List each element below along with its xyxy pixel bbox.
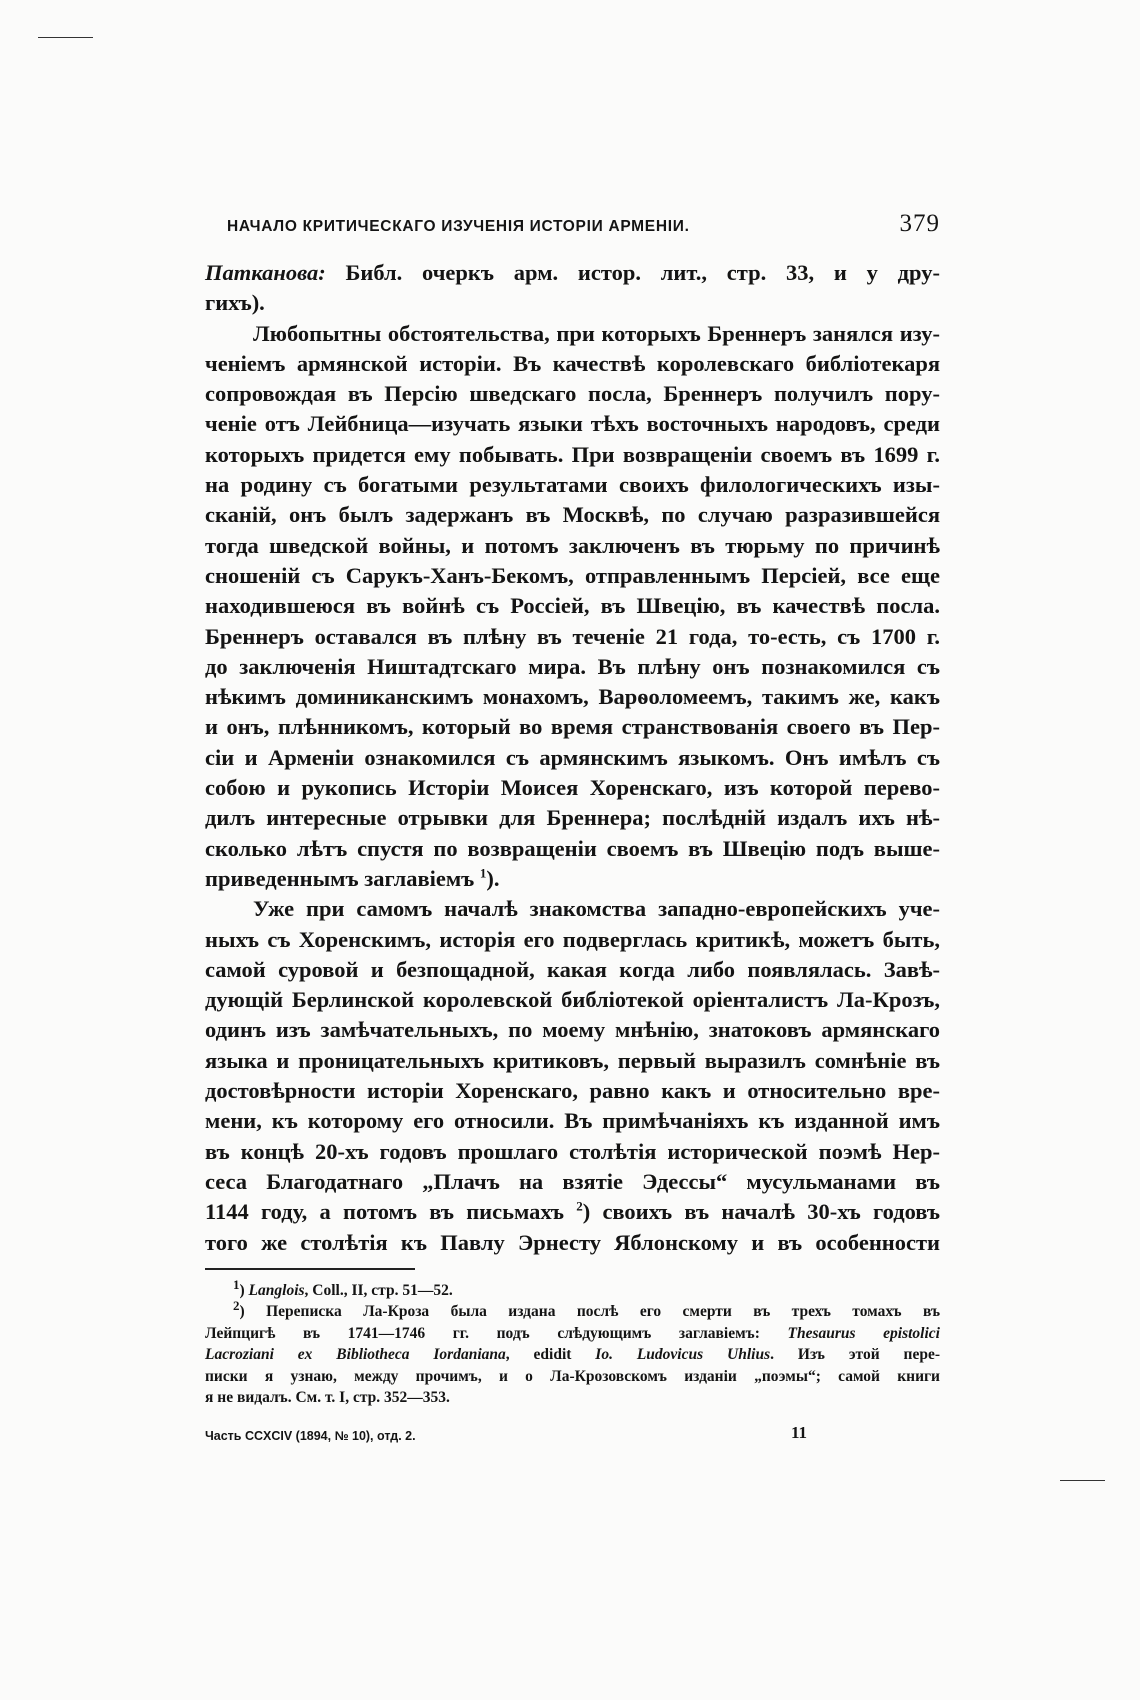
text-line: дилъ интересные отрывки для Бреннера; послѣдній издалъ ихъ нѣ- bbox=[205, 805, 940, 831]
text-line: 1144 году, а потомъ въ письмахъ $^2$) своихъ въ началѣ 30-хъ годовъ bbox=[205, 1198, 941, 1225]
text-line: одинъ изъ замѣчательныхъ, по моему мнѣнію, знатоковъ армянскаго bbox=[205, 1017, 940, 1043]
bottom-right-scan-rule bbox=[1060, 1480, 1105, 1481]
text-line: собою и рукопись Исторіи Моисея Хоренскаго, изъ которой перево- bbox=[205, 775, 940, 801]
text-line: ченіемъ армянской исторіи. Въ качествѣ королевскаго библіотекаря bbox=[205, 350, 940, 376]
sheet-number: 11 bbox=[791, 1422, 808, 1442]
footnote-separator bbox=[205, 1268, 415, 1270]
footnote-2-line: $^2$) Переписка Ла-Кроза была издана послѣ его смерти въ трехъ томахъ въ bbox=[233, 1298, 940, 1321]
page-number: 379 bbox=[899, 210, 940, 237]
paragraph-lacroze bbox=[205, 894, 940, 1197]
text-line: Любопытны обстоятельства, при которыхъ Бреннеръ занялся изу- bbox=[253, 320, 940, 346]
footnote-2-line: я не видалъ. См. т. I, стр. 352—353. bbox=[205, 1389, 450, 1407]
text-line: сношеній съ Сарукъ-Ханъ-Бекомъ, отправленнымъ Персіей, все еще bbox=[205, 562, 940, 588]
text-line: находившеюся въ войнѣ съ Россіей, въ Швецію, въ качествѣ посла. bbox=[205, 593, 940, 619]
footnotes bbox=[205, 1276, 940, 1409]
footnote-ref-2[interactable]: 2 bbox=[576, 1198, 583, 1214]
text-line: ныхъ съ Хоренскимъ, исторія его подверглась критикѣ, можетъ быть, bbox=[205, 926, 940, 952]
text-line: достовѣрности исторіи Хоренскаго, равно какъ и относительно вре- bbox=[205, 1078, 940, 1104]
footnote-2-line: писки я узнаю, между прочимъ, и о Ла-Крозовскомъ изданіи „поэмы“; самой книги bbox=[205, 1367, 940, 1385]
text-line: дующій Берлинской королевской библіотекой оріенталистъ Ла-Крозъ, bbox=[205, 987, 940, 1013]
text-line: того же столѣтія къ Павлу Эрнесту Яблонскому и въ особенности bbox=[205, 1229, 940, 1255]
text-line: въ концѣ 20-хъ годовъ прошлаго столѣтія исторической поэмѣ Нер- bbox=[205, 1138, 940, 1164]
footnote-1: $^1$) Langlois, Coll., II, стр. 51—52. bbox=[233, 1276, 453, 1299]
text-line: нѣкимъ доминиканскимъ монахомъ, Варѳоломеемъ, такимъ же, какъ bbox=[205, 684, 940, 710]
paragraph-brenner bbox=[205, 319, 940, 864]
text-line: сіи и Арменіи ознакомился съ армянскимъ языкомъ. Онъ имѣлъ съ bbox=[205, 744, 940, 770]
text-line: сколько лѣтъ спустя по возвращеніи своемъ въ Швецію подъ выше- bbox=[205, 835, 940, 861]
signature-mark: Часть CCXCIV (1894, № 10), отд. 2. bbox=[205, 1428, 416, 1443]
footnote-2-line: Lacroziani ex Bibliotheca Iordaniana, edidit Io. Ludovicus Uhlius. Изъ этой пере- bbox=[205, 1346, 940, 1364]
page-footer bbox=[205, 1423, 940, 1453]
text-line: языка и проницательныхъ критиковъ, первый выразилъ сомнѣніе въ bbox=[205, 1047, 940, 1073]
running-header bbox=[205, 210, 940, 258]
text-line: сканій, онъ былъ задержанъ въ Москвѣ, по случаю разразившейся bbox=[205, 502, 940, 528]
text-line: сеса Благодатнаго „Плачъ на взятіе Эдессы“ мусульманами въ bbox=[205, 1168, 940, 1194]
text-line: и онъ, плѣнникомъ, который во время странствованія своего въ Пер- bbox=[205, 714, 940, 740]
text-line: мени, къ которому его относили. Въ примѣчаніяхъ къ изданной имъ bbox=[205, 1108, 940, 1134]
footnote-2-line: Лейпцигѣ въ 1741—1746 гг. подъ слѣдующимъ заглавіемъ: Thesaurus epistolici bbox=[205, 1324, 940, 1342]
text-line: ченіе отъ Лейбница—изучать языки тѣхъ восточныхъ народовъ, среди bbox=[205, 411, 940, 437]
book-page bbox=[205, 210, 940, 1453]
text-line: тогда шведской войны, и потомъ заключенъ въ тюрьму по причинѣ bbox=[205, 532, 940, 558]
text-line: которыхъ придется ему побывать. При возвращеніи своемъ въ 1699 г. bbox=[205, 441, 940, 467]
text-line: до заключенія Ништадтскаго мира. Въ плѣну онъ познакомился съ bbox=[205, 653, 940, 679]
text-line: Патканова: Библ. очеркъ арм. истор. лит., стр. 33, и у дру- bbox=[205, 260, 940, 285]
text-line: гихъ). bbox=[205, 290, 265, 316]
text-line: Бреннеръ оставался въ плѣну въ теченіе 21 года, то-есть, съ 1700 г. bbox=[205, 623, 940, 649]
top-left-scan-rule bbox=[38, 37, 93, 38]
text-line: приведеннымъ заглавіемъ $^1$). bbox=[205, 865, 500, 891]
paragraph-brenner-end bbox=[205, 864, 940, 894]
paragraph-lacroze-end bbox=[205, 1197, 940, 1258]
footnote-ref-1[interactable]: 1 bbox=[479, 865, 487, 881]
text-line: на родину съ богатыми результатами своихъ филологическихъ изы- bbox=[205, 472, 940, 498]
paragraph-citation-end bbox=[205, 258, 940, 319]
running-title: НАЧАЛО КРИТИЧЕСКАГО ИЗУЧЕНІЯ ИСТОРІИ АРМЕНІИ. bbox=[227, 218, 690, 235]
text-line: Уже при самомъ началѣ знакомства западно-европейскихъ уче- bbox=[253, 896, 940, 922]
text-line: самой суровой и безпощадной, какая когда либо появлялась. Завѣ- bbox=[205, 956, 940, 982]
text-line: сопровождая въ Персію шведскаго посла, Бреннеръ получилъ пору- bbox=[205, 381, 940, 407]
